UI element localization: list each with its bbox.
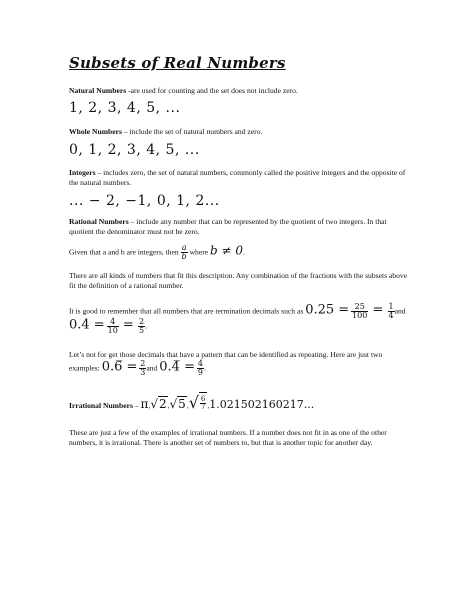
fraction-numerator: 6 xyxy=(200,395,206,403)
irrational-decimal: 1.021502160217... xyxy=(209,398,315,411)
comma: , xyxy=(207,401,210,410)
fraction-numerator: 1 xyxy=(388,302,394,311)
example-06-repeating: 0.6̅ = xyxy=(101,359,138,375)
b-not-zero-condition: b ≠ 0 xyxy=(210,243,244,258)
integers-paragraph xyxy=(69,168,409,188)
fraction-4-10 xyxy=(107,318,119,335)
irrational-numbers-line xyxy=(69,395,449,414)
fraction-2-5 xyxy=(138,318,145,335)
rational-definition-line xyxy=(69,244,449,261)
fraction-4-9 xyxy=(197,360,204,377)
example-04-line xyxy=(69,318,409,335)
comma: , xyxy=(167,401,170,410)
pi-symbol: π xyxy=(140,397,149,411)
fraction-numerator: 25 xyxy=(351,303,368,312)
whole-numbers-term: Whole Numbers xyxy=(69,127,122,136)
equals-sign: = xyxy=(368,302,388,318)
example-04: 0.4 = xyxy=(69,317,105,333)
repeating-text: Let’s not for get those decimals that have a pattern that can be identified as repeating. Here are just two examples: xyxy=(69,350,383,373)
whole-numbers-paragraph xyxy=(69,127,409,137)
fraction-denominator: 9 xyxy=(197,368,203,377)
a-over-b-fraction xyxy=(181,244,188,261)
fraction-numerator: 4 xyxy=(197,359,203,368)
fraction-numerator: 4 xyxy=(107,318,119,327)
radicand xyxy=(199,392,210,412)
comma: , xyxy=(186,401,189,410)
fraction-denominator: 10 xyxy=(107,326,118,335)
equals-sign: = xyxy=(118,317,138,333)
natural-numbers-term: Natural Numbers xyxy=(69,86,127,95)
whole-numbers-desc: – include the set of natural numbers and zero. xyxy=(121,127,263,136)
page-title: Subsets of Real Numbers xyxy=(69,54,286,72)
irrational-closing-paragraph: These are just a few of the examples of irrational numbers. If a number does not fit in as one of the other numbers, it is irrational. There is another set of numbers to, but that is another topic for another day. xyxy=(69,428,387,447)
integers-set: ... − 2, −1, 0, 1, 2... xyxy=(69,193,220,209)
given-text: Given that a and b are integers, then xyxy=(69,247,181,257)
sqrt-2: √2 xyxy=(150,397,167,411)
dash: – xyxy=(132,401,141,410)
where-text: where xyxy=(187,247,211,257)
terminating-text: It is good to remember that all numbers that are termination decimals such as xyxy=(69,306,306,316)
natural-numbers-paragraph xyxy=(69,86,409,96)
repeating-decimals-paragraph xyxy=(69,350,414,377)
rational-kinds-paragraph: There are all kinds of numbers that fit this description. Any combination of the fractions with the subsets above fit the definition of a rational number. xyxy=(69,271,408,290)
whole-numbers-set: 0, 1, 2, 3, 4, 5, ... xyxy=(69,142,200,158)
rational-numbers-term: Rational Numbers xyxy=(69,217,129,226)
sqrt-6-over-7: √ $\frac{6}{7}$ xyxy=(188,393,206,412)
fraction-denominator: b xyxy=(181,252,187,261)
irrational-numbers-term: Irrational Numbers xyxy=(69,401,133,410)
fraction-numerator: a xyxy=(181,243,187,252)
fraction-numerator: 2 xyxy=(138,317,145,326)
rational-numbers-paragraph xyxy=(69,217,409,237)
fraction-denominator: 5 xyxy=(138,326,145,335)
integers-desc: – includes zero, the set of natural numbers, commonly called the positive integers and the opposite of the natural numbers. xyxy=(69,168,406,187)
fraction-6-7 xyxy=(200,396,206,411)
radicand: 2 xyxy=(158,397,167,411)
period: . xyxy=(203,363,206,373)
sqrt-5: √5 xyxy=(169,397,186,411)
example-025: 0.25 = xyxy=(305,302,350,318)
fraction-denominator: 3 xyxy=(140,368,146,377)
fraction-denominator: 100 xyxy=(352,311,368,320)
natural-numbers-set: 1, 2, 3, 4, 5, ... xyxy=(69,100,181,116)
and-text: and xyxy=(394,306,406,316)
radicand: 5 xyxy=(178,397,186,411)
comma: , xyxy=(148,401,151,410)
fraction-denominator: 7 xyxy=(200,403,206,411)
fraction-denominator: 4 xyxy=(388,311,394,320)
definition-period: . xyxy=(243,247,245,257)
and-text: and xyxy=(146,363,160,373)
period: . xyxy=(145,321,147,331)
integers-term: Integers xyxy=(69,168,96,177)
fraction-numerator: 2 xyxy=(140,359,146,368)
example-04-repeating: 0.4̅ = xyxy=(159,359,195,375)
natural-numbers-desc: -are used for counting and the set does not include zero. xyxy=(126,86,298,95)
rational-numbers-desc: – include any number that can be represented by the quotient of two integers. In that quotient the denominator must not be zero. xyxy=(69,217,387,236)
